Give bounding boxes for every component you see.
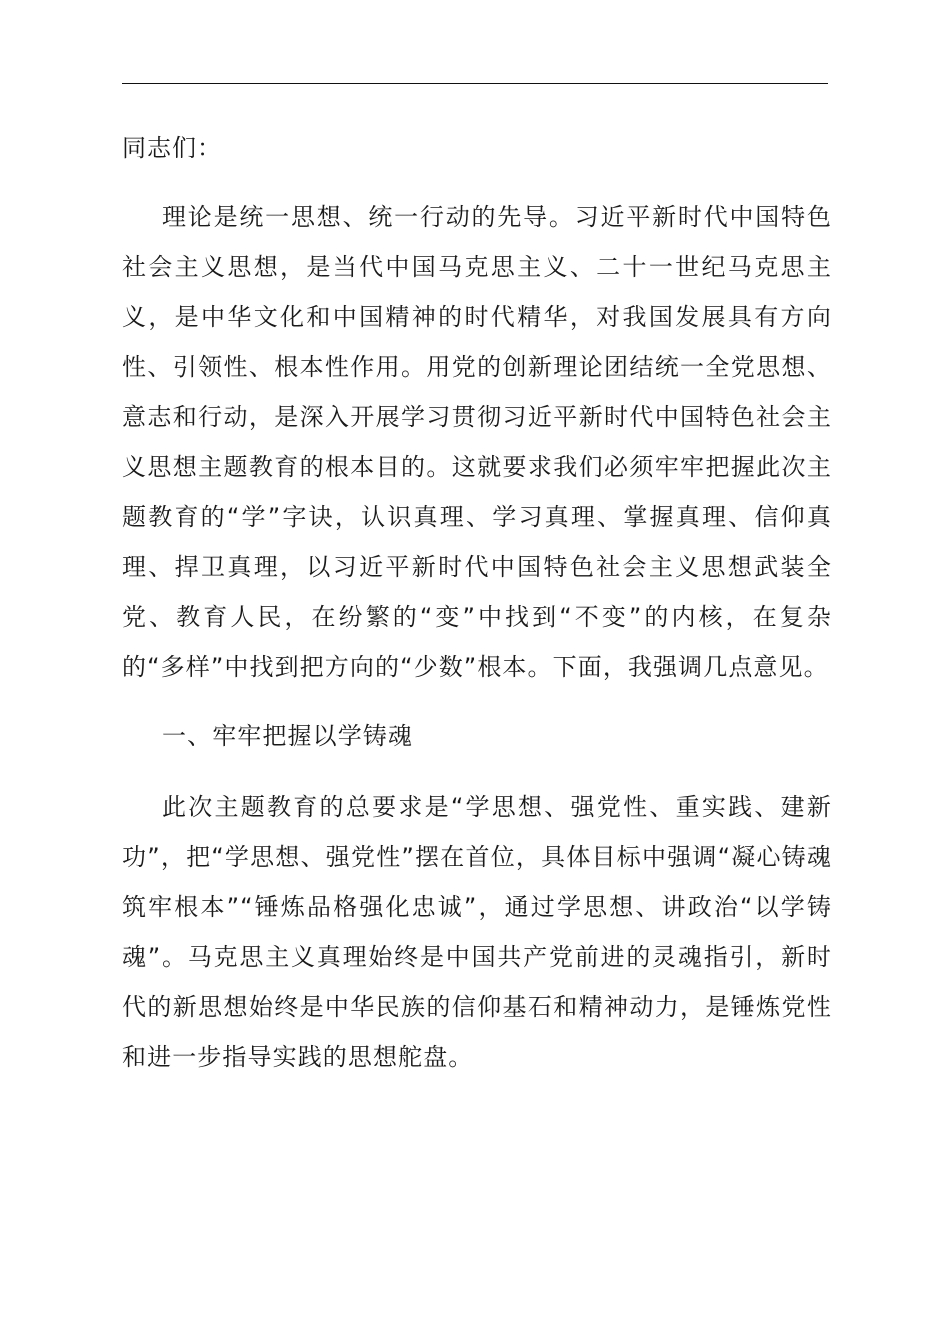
paragraph-intro: 理论是统一思想、统一行动的先导。习近平新时代中国特色社会主义思想，是当代中国马克思主义、二十一世纪马克思主义，是中华文化和中国精神的时代精华，对我国发展具有方向性、引领性、根本性作用。用党的创新理论团结统一全党思想、意志和行动，是深入开展学习贯彻习近平新时代中国特色社会主义思想主题教育的根本目的。这就要求我们必须牢牢把握此次主题教育的“学”字诀，认识真理、学习真理、掌握真理、信仰真理、捍卫真理，以习近平新时代中国特色社会主义思想武装全党、教育人民，在纷繁的“变”中找到“不变”的内核，在复杂的“多样”中找到把方向的“少数”根本。下面，我强调几点意见。 — [122, 203, 832, 681]
document-body — [122, 128, 832, 1104]
paragraph-section-1: 此次主题教育的总要求是“学思想、强党性、重实践、建新功”，把“学思想、强党性”摆在首位，具体目标中强调“凝心铸魂筑牢根本”“锤炼品格强化忠诚”，通过学思想、讲政治“以学铸魂”。马克思主义真理始终是中国共产党前进的灵魂指引，新时代的新思想始终是中华民族的信仰基石和精神动力，是锤炼党性和进一步指导实践的思想舵盘。 — [122, 793, 832, 1071]
header-rule — [122, 83, 828, 84]
salutation: 同志们： — [122, 134, 222, 162]
section-heading: 一、牢牢把握以学铸魂 — [162, 722, 413, 750]
